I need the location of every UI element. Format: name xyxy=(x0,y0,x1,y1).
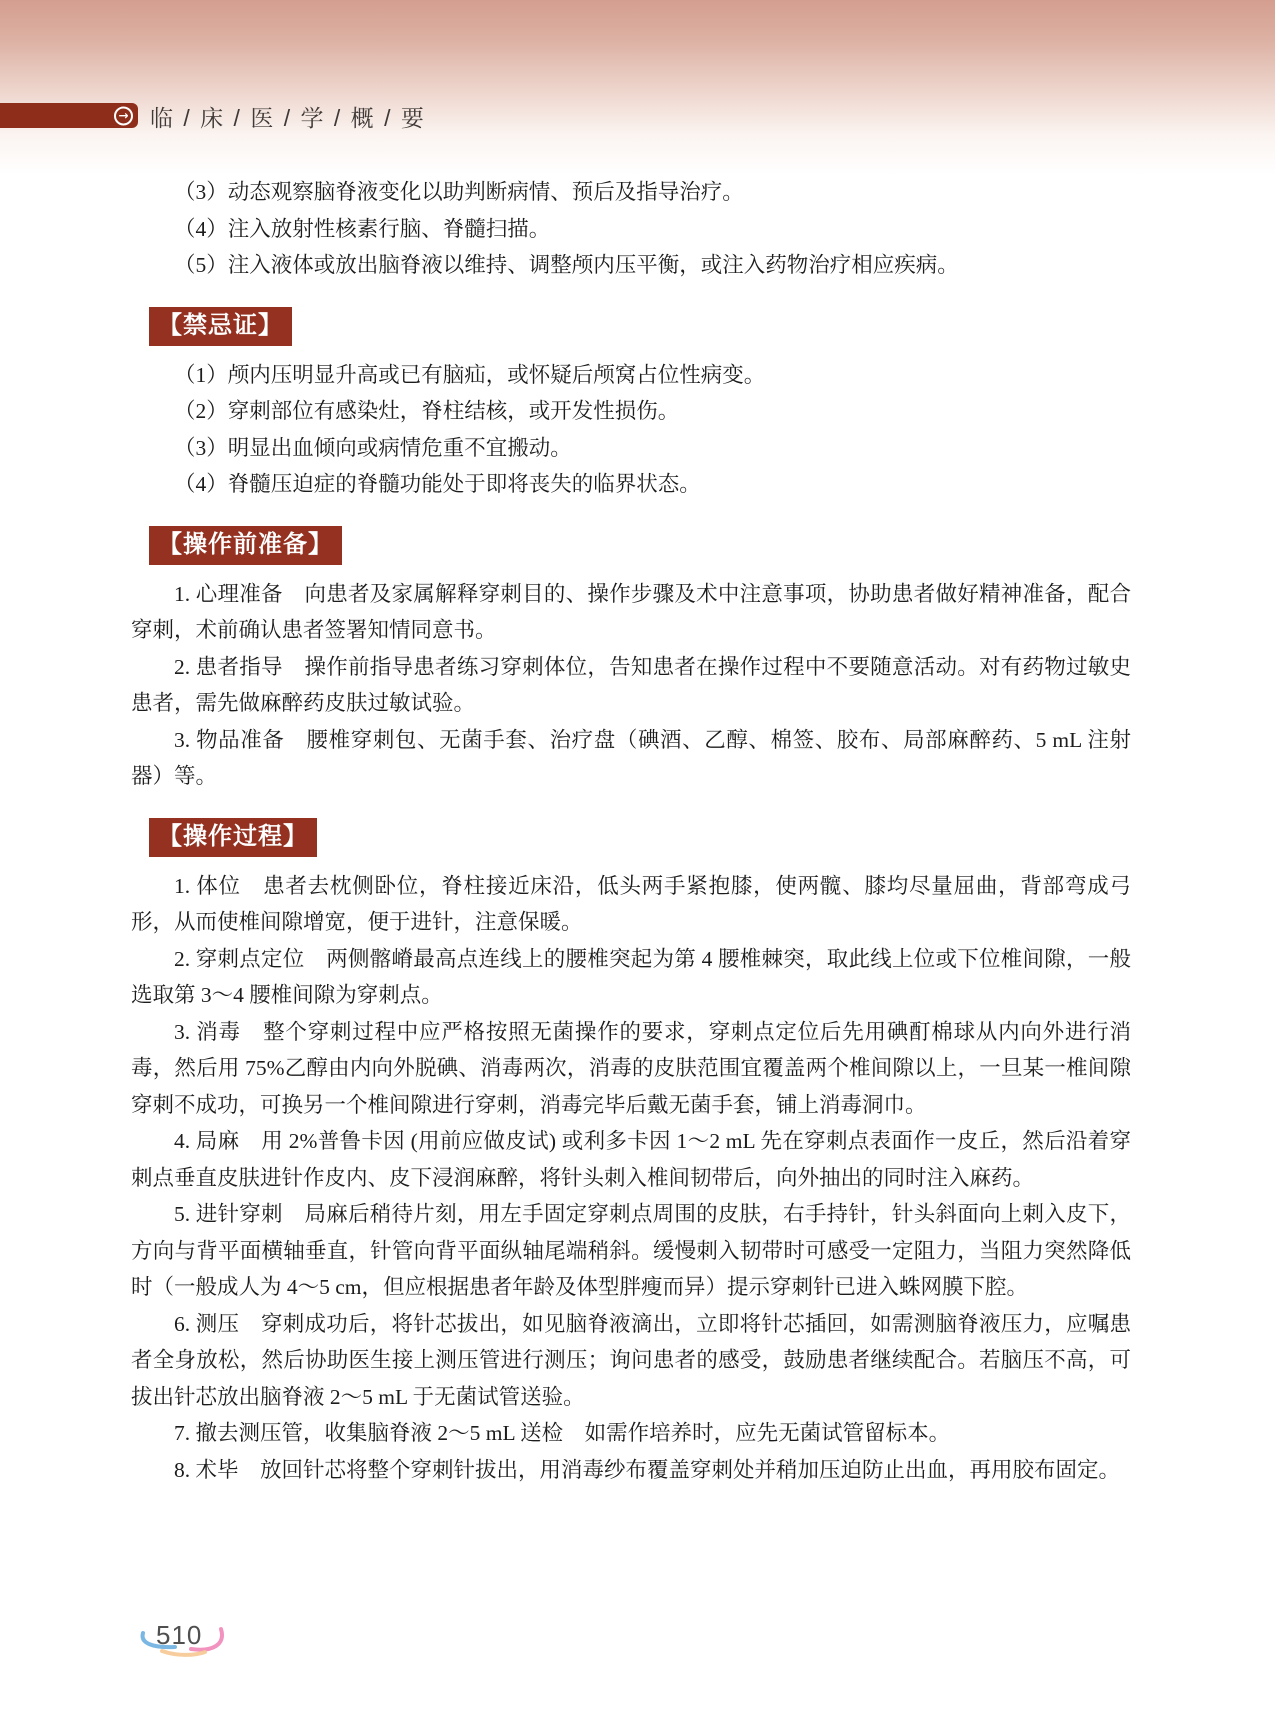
page-number-value: 510 xyxy=(156,1620,203,1650)
paragraph: 3. 消毒 整个穿刺过程中应严格按照无菌操作的要求，穿刺点定位后先用碘酊棉球从内向外进行消毒，然后用 75%乙醇由内向外脱碘、消毒两次，消毒的皮肤范围宜覆盖两个椎间隙以上，一旦某一椎间隙穿刺不成功，可换另一个椎间隙进行穿刺，消毒完毕后戴无菌手套，铺上消毒洞巾。 xyxy=(131,1019,1131,1117)
list-item: （4）注入放射性核素行脑、脊髓扫描。 xyxy=(174,216,551,241)
paragraph: 5. 进针穿刺 局麻后稍待片刻，用左手固定穿刺点周围的皮肤，右手持针，针头斜面向上刺入皮下，方向与背平面横轴垂直，针管向背平面纵轴尾端稍斜。缓慢刺入韧带时可感受一定阻力，当阻力突然降低时（一般成人为 4～5 cm，但应根据患者年龄及体型胖瘦而异）提示穿刺针已进入蛛网膜下腔。 xyxy=(131,1202,1131,1299)
list-item: （3）动态观察脑脊液变化以助判断病情、预后及指导治疗。 xyxy=(174,180,744,204)
section-heading-contraindications xyxy=(149,307,1131,346)
list-item: （1）颅内压明显升高或已有脑疝，或怀疑后颅窝占位性病变。 xyxy=(174,362,766,387)
paragraph: 7. 撤去测压管，收集脑脊液 2～5 mL 送检 如需作培养时，应先无菌试管留标本。 xyxy=(174,1421,951,1445)
paragraph: 4. 局麻 用 2%普鲁卡因 (用前应做皮试) 或利多卡因 1～2 mL 先在穿刺点表面作一皮丘，然后沿着穿刺点垂直皮肤进针作皮内、皮下浸润麻醉，将针头刺入椎间韧带后，向外抽出的同时注入麻药。 xyxy=(131,1129,1131,1190)
paragraph: 2. 穿刺点定位 两侧髂嵴最高点连线上的腰椎突起为第 4 腰椎棘突，取此线上位或下位椎间隙，一般选取第 3～4 腰椎间隙为穿刺点。 xyxy=(131,946,1131,1007)
paragraph: 3. 物品准备 腰椎穿刺包、无菌手套、治疗盘（碘酒、乙醇、棉签、胶布、局部麻醉药、5 mL 注射器）等。 xyxy=(131,727,1131,788)
page-content xyxy=(131,174,1131,1488)
running-head-title: 临 / 床 / 医 / 学 / 概 / 要 xyxy=(150,105,426,131)
paragraph: 6. 测压 穿刺成功后，将针芯拔出，如见脑脊液滴出，立即将针芯插回，如需测脑脊液压力，应嘱患者全身放松，然后协助医生接上测压管进行测压；询问患者的感受，鼓励患者继续配合。若脑压不高，可拔出针芯放出脑脊液 2～5 mL 于无菌试管送验。 xyxy=(131,1311,1131,1409)
list-item: （4）脊髓压迫症的脊髓功能处于即将丧失的临界状态。 xyxy=(174,472,701,496)
paragraph: 8. 术毕 放回针芯将整个穿刺针拔出，用消毒纱布覆盖穿刺处并稍加压迫防止出血，再用胶布固定。 xyxy=(174,1457,1121,1482)
paragraph: 1. 体位 患者去枕侧卧位，脊柱接近床沿，低头两手紧抱膝，使两髋、膝均尽量屈曲，背部弯成弓形，从而使椎间隙增宽，便于进针，注意保暖。 xyxy=(131,873,1131,934)
list-item: （2）穿刺部位有感染灶，脊柱结核，或开发性损伤。 xyxy=(174,399,680,423)
list-item: （5）注入液体或放出脑脊液以维持、调整颅内压平衡，或注入药物治疗相应疾病。 xyxy=(174,253,959,277)
section-heading-label: 【禁忌证】 xyxy=(149,307,292,346)
section-heading-label: 【操作前准备】 xyxy=(149,526,342,565)
section-heading-preparation xyxy=(149,526,1131,565)
list-item: （3）明显出血倾向或病情危重不宜搬动。 xyxy=(174,435,572,460)
arrow-right-icon: → xyxy=(114,106,133,125)
paragraph: 1. 心理准备 向患者及家属解释穿刺目的、操作步骤及术中注意事项，协助患者做好精神准备，配合穿刺，术前确认患者签署知情同意书。 xyxy=(131,581,1131,642)
page-top-gradient xyxy=(0,0,1275,175)
section-heading-label: 【操作过程】 xyxy=(149,818,317,857)
paragraph: 2. 患者指导 操作前指导患者练习穿刺体位，告知患者在操作过程中不要随意活动。对有药物过敏史患者，需先做麻醉药皮肤过敏试验。 xyxy=(131,654,1131,715)
running-head-band xyxy=(0,103,138,128)
section-heading-procedure xyxy=(149,818,1131,857)
page-number xyxy=(138,1612,230,1660)
